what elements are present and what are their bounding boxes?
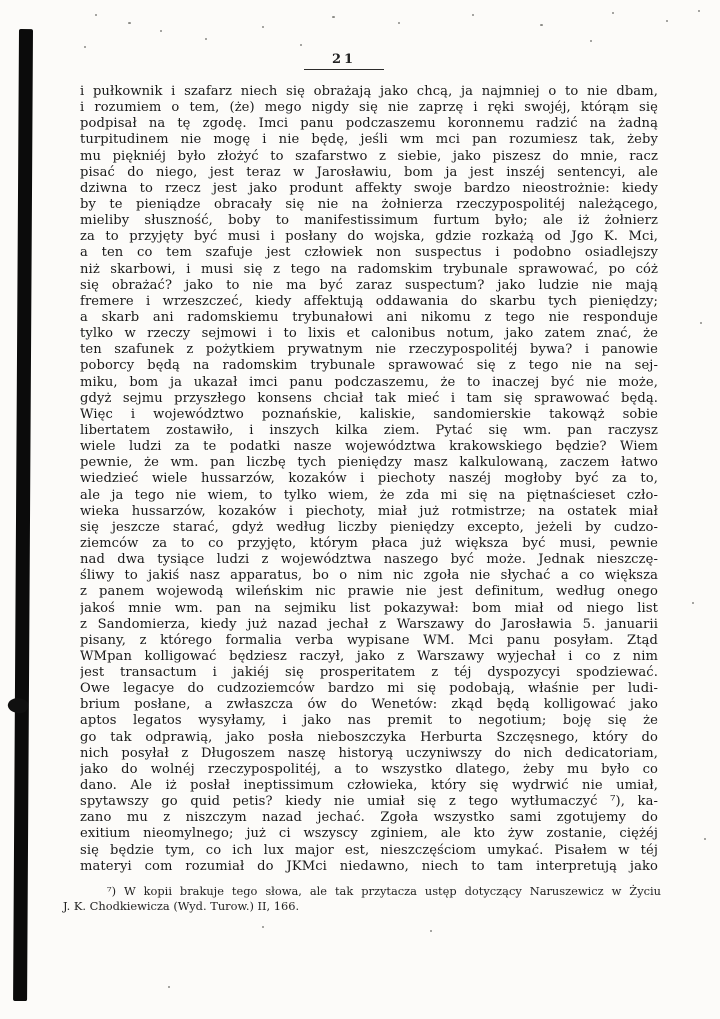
scan-speck [160, 30, 162, 32]
scan-speck [128, 22, 131, 24]
scan-speck [95, 14, 97, 16]
text-line: mu piękniéj było złożyć to szafarstwo z siebie, jako piszesz do mnie, racz [80, 148, 658, 164]
text-line: się będzie tym, co ich lux major est, nieszczęściom umykać. Pisałem w téj [80, 842, 658, 858]
scan-speck [205, 38, 207, 40]
text-line: libertatem zostawiło, i inszych kilka ziem. Pytać się wm. pan raczysz [80, 422, 658, 438]
text-line: ten szafunek z pożytkiem prywatnym nie rzeczypospolitéj bywa? i panowie [80, 342, 658, 358]
text-line: aptos legatos wysyłamy, i jako nas premit to negotium; boję się że [80, 713, 658, 729]
text-line: ziemców za to co przyjęto, którym płaca już większa być musi, pewnie [80, 535, 658, 551]
binding-shadow-bar [13, 29, 33, 1001]
text-line: Więc i województwo poznańskie, kaliskie, sandomierskie takowąż sobie [80, 406, 658, 422]
scan-speck [540, 24, 543, 26]
footnote-line: J. K. Chodkiewicza (Wyd. Turow.) II, 166. [63, 898, 300, 913]
text-line: niż skarbowi, i musi się z tego na radomskim trybunale sprawować, po cóż [80, 261, 658, 277]
text-line: śliwy to jakiś nasz apparatus, bo o nim nic zgoła nie słychać a co większa [80, 568, 658, 584]
scan-speck [612, 12, 614, 14]
text-line: a ten co tem szafuje jest człowiek non suspectus i podobno osiadlejszy [80, 245, 658, 261]
text-line: by te pieniądze obracały się nie na żołnierza rzeczypospolitéj należącego, [80, 196, 658, 212]
scan-speck [398, 22, 400, 24]
text-line: tylko w rzeczy sejmowi i to lixis et calonibus notum, jako zatem znać, że [80, 326, 658, 342]
text-line: się obrażać? jako to nie ma być zaraz suspectum? jako ludzie nie mają [80, 277, 658, 293]
scan-speck [666, 20, 668, 22]
text-line: exitium nieomylnego; już ci wszyscy zginiem, ale kto żyw zostanie, ciężéj [80, 826, 658, 842]
text-line: podpisał na tę zgodę. Imci panu podczaszemu koronnemu radzić na żadną [80, 116, 658, 132]
text-line: gdyż sejmu przyszłego konsens chciał tak mieć i tam się sprawować będą. [80, 390, 658, 406]
scan-speck [692, 602, 694, 604]
text-line: mieliby słuszność, boby to manifestissimum furtum było; ale iż żołnierz [80, 213, 658, 229]
text-line: materyi com rozumiał do JKMci niedawno, niech to tam interpretują jako [80, 858, 658, 874]
text-line: dano. Ale iż posłał ineptissimum człowieka, który się wydrwić nie umiał, [80, 778, 658, 794]
text-line: pisać do niego, jest teraz w Jarosławiu, bom ja jest inszéj sentencyi, ale [80, 164, 658, 180]
scan-speck [590, 40, 592, 42]
text-line: ale ja tego nie wiem, to tylko wiem, że zda mi się na piętnaścieset czło- [80, 487, 658, 503]
text-line: jest transactum i jakiéj się prosperitatem z téj dyspozycyi spodziewać. [80, 665, 658, 681]
scan-speck [262, 26, 264, 28]
text-line: wiele ludzi za te podatki nasze województwa krakowskiego będzie? Wiem [80, 439, 658, 455]
text-line: WMpan kolligować będziesz raczył, jako z Warszawy wyjechał i co z nim [80, 648, 658, 664]
text-line: miku, bom ja ukazał imci panu podczaszemu, że to inaczej być nie może, [80, 374, 658, 390]
scan-speck [700, 322, 702, 324]
scan-speck [704, 838, 706, 840]
scan-speck [430, 930, 432, 932]
text-line: zano mu z niszczym nazad jechać. Zgoła wszystko sami zgotujemy do [80, 810, 658, 826]
text-line: poborcy będą na radomskim trybunale sprawować się z tego nie na sej- [80, 358, 658, 374]
page-header [80, 48, 658, 70]
footnote-line: ⁷) W kopii brakuje tego słowa, ale tak przytacza ustęp dotyczący Naruszewicz w Życiu [107, 884, 661, 898]
text-line: i rozumiem o tem, (że) mego nigdy się nie zaprzę i ręki swojéj, którąm się [80, 100, 658, 116]
text-line: spytawszy go quid petis? kiedy nie umiał się z tego wytłumaczyć ⁷), ka- [80, 794, 658, 810]
text-line: brium posłane, a zwłaszcza ów do Wenetów: zkąd będą kolligować jako [80, 697, 658, 713]
text-line: pisany, z którego formalia verba wypisane WM. Mci panu posyłam. Ztąd [80, 632, 658, 648]
text-line: wieka hussarzów, kozaków i piechoty, miał już rotmistrze; na ostatek miał [80, 503, 658, 519]
text-line: z Sandomierza, kiedy już nazad jechał z Warszawy do Jarosławia 5. januarii [80, 616, 658, 632]
text-line: a skarb ani radomskiemu trybunałowi ani nikomu z tego nie responduje [80, 309, 658, 325]
scan-speck [472, 14, 474, 16]
footnote [63, 884, 661, 914]
scan-speck [262, 926, 264, 928]
text-line: i pułkownik i szafarz niech się obrażają jako chcą, ja najmniej o to nie dbam, [80, 84, 658, 99]
page-number-rule [304, 69, 384, 70]
page-number: 21 [331, 52, 357, 67]
text-line: nad dwa tysiące ludzi z województwa naszego być może. Jednak nieszczę- [80, 552, 658, 568]
text-line: wiedzieć wiele hussarzów, kozaków i piechoty naszéj mogłoby być za to, [80, 471, 658, 487]
text-line: z panem wojewodą wileńskim nic prawie nie jest definitum, według onego [80, 584, 658, 600]
text-line: za to przyjęty być musi i posłany do wojska, gdzie rozkażą od Jgo K. Mci, [80, 229, 658, 245]
text-line: się jeszcze starać, gdyż według liczby pieniędzy excepto, jeżeli by cudzo- [80, 519, 658, 535]
text-line: Owe legacye do cudzoziemców bardzo mi się podobają, właśnie per ludi- [80, 681, 658, 697]
text-line: jakoś mnie wm. pan na sejmiku list pokazywał: bom miał od niego list [80, 600, 658, 616]
text-line: turpitudinem nie mogę i nie będę, jeśli wm mci pan rozumiesz tak, żeby [80, 132, 658, 148]
text-line: go tak odprawią, jako posła nieboszczyka Herburta Szczęsnego, który do [80, 729, 658, 745]
scan-speck [332, 16, 335, 18]
text-line: pewnie, że wm. pan liczbę tych pieniędzy masz kalkulowaną, zaczem łatwo [80, 455, 658, 471]
scan-speck [698, 10, 700, 12]
text-line: nich posyłał z Długoszem naszę historyą uczyniwszy do nich dedicatoriam, [80, 745, 658, 761]
text-line: jako do wolnéj rzeczypospolitéj, a to wszystko dlatego, żeby mu było co [80, 761, 658, 777]
text-line: fremere i wrzeszczeć, kiedy affektują oddawania do skarbu tych pieniędzy; [80, 293, 658, 309]
scan-speck [168, 986, 170, 988]
body-text [80, 84, 658, 875]
text-line: dziwna to rzecz jest jako produnt affekty swoje bardzo nieostrożnie: kiedy [80, 180, 658, 196]
scan-speck [300, 44, 302, 46]
